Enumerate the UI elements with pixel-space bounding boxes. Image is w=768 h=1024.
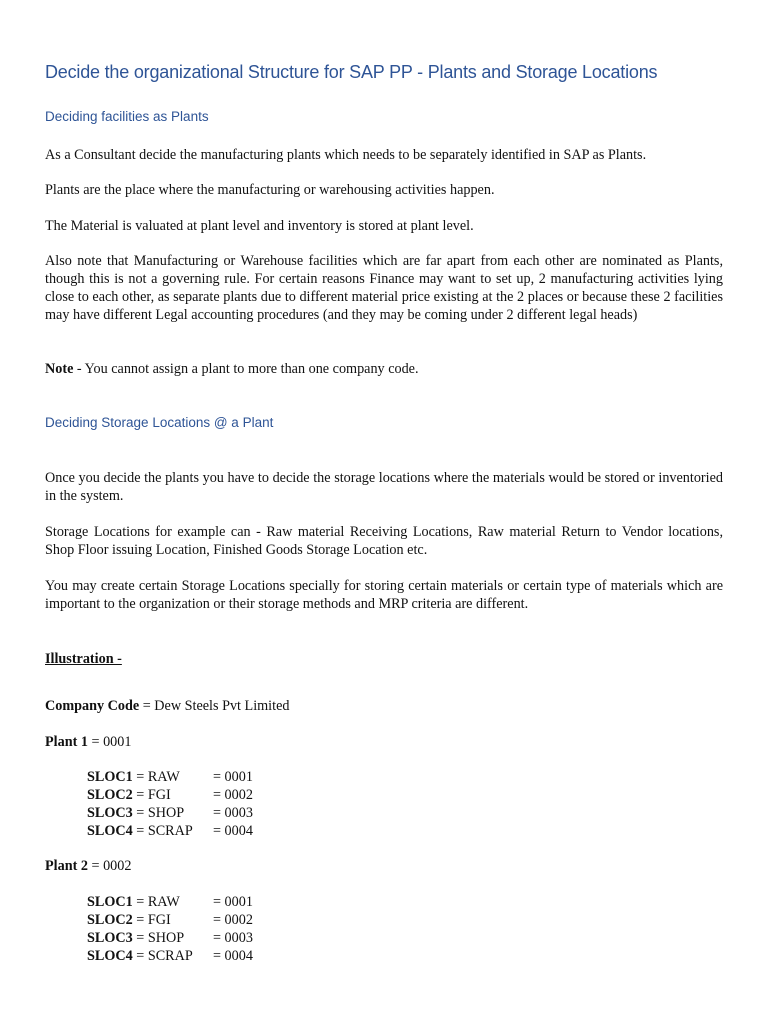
plant-2-label: Plant 2 <box>45 858 88 874</box>
paragraph: The Material is valuated at plant level and inventory is stored at plant level. <box>45 218 474 234</box>
sloc-row: SLOC3 = SHOP = 0003 <box>87 930 253 946</box>
section-heading-storage: Deciding Storage Locations @ a Plant <box>45 415 274 430</box>
company-code-line <box>45 697 289 715</box>
section-heading-plants: Deciding facilities as Plants <box>45 109 209 124</box>
paragraph: Plants are the place where the manufacturing or warehousing activities happen. <box>45 182 495 198</box>
sloc-row: SLOC1 = RAW = 0001 <box>87 769 253 785</box>
sloc-row: SLOC4 = SCRAP = 0004 <box>87 948 253 964</box>
sloc-row: SLOC2 = FGI = 0002 <box>87 787 253 803</box>
paragraph: Also note that Manufacturing or Warehouse facilities which are far apart from each other are nominated as Plants, though this is not a governing rule. For certain reasons Finance may want to set up, 2 manufacturing activities lying close to each other, as separate plants due to different material price existing at the 2 places or because these 2 facilities may have different Legal accounting procedures (and they may be coming under 2 different legal heads) <box>45 253 723 323</box>
sloc-row: SLOC3 = SHOP = 0003 <box>87 805 253 821</box>
plant-2-line <box>45 857 131 875</box>
note-text: - You cannot assign a plant to more than one company code. <box>73 361 419 377</box>
paragraph: Once you decide the plants you have to decide the storage locations where the materials would be stored or inventoried in the system. <box>45 470 723 504</box>
plant-1-value: = 0001 <box>87 734 132 750</box>
page-title: Decide the organizational Structure for SAP PP - Plants and Storage Locations <box>45 62 658 82</box>
paragraph: You may create certain Storage Locations specially for storing certain materials or certain type of materials which are important to the organization or their storage methods and MRP criteria are different. <box>45 578 723 612</box>
plant-1-line <box>45 733 131 751</box>
sloc-row: SLOC1 = RAW = 0001 <box>87 894 253 910</box>
sloc-row: SLOC4 = SCRAP = 0004 <box>87 823 253 839</box>
sloc-row: SLOC2 = FGI = 0002 <box>87 912 253 928</box>
plant-1-label: Plant 1 <box>45 734 88 750</box>
note-line <box>45 360 419 378</box>
paragraph: As a Consultant decide the manufacturing plants which needs to be separately identified in SAP as Plants. <box>45 147 647 163</box>
company-code-value: = Dew Steels Pvt Limited <box>139 698 290 714</box>
company-code-label: Company Code <box>45 698 140 714</box>
paragraph: Storage Locations for example can - Raw material Receiving Locations, Raw material Return to Vendor locations, Shop Floor issuing Location, Finished Goods Storage Location etc. <box>45 524 723 558</box>
plant-2-value: = 0002 <box>87 858 132 874</box>
illustration-label: Illustration - <box>45 651 122 667</box>
note-label: Note <box>45 361 74 377</box>
